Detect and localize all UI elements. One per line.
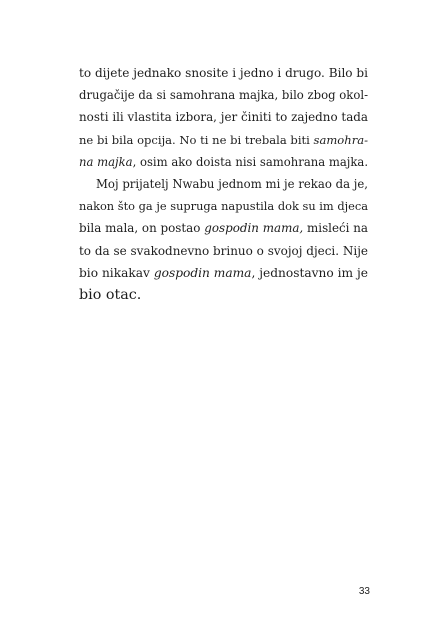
italic-phrase: gospodin mama	[153, 265, 252, 280]
text-line	[79, 106, 368, 128]
italic-phrase: na majka	[79, 154, 133, 169]
text-run: nakon što ga je supruga napustila dok su im djeca	[79, 199, 368, 214]
text-line	[79, 195, 368, 217]
text-run: , jednostavno im je	[251, 265, 368, 280]
text-line	[79, 284, 368, 306]
text-run: bio nikakav	[79, 265, 154, 280]
text-line	[79, 151, 368, 173]
text-run: nosti ili vlastita izbora, jer činiti to zajedno tada	[79, 110, 368, 125]
text-line	[79, 84, 368, 106]
text-run: drugačije da si samohrana majka, bilo zbog okol-	[79, 88, 368, 103]
text-run: ne bi bila opcija. No ti ne bi trebala biti	[79, 132, 314, 147]
text-run: , osim ako doista nisi samohrana majka.	[132, 154, 369, 169]
text-run: misleći na	[303, 221, 369, 236]
body-text	[79, 62, 368, 306]
page-number: 33	[358, 586, 370, 597]
italic-phrase: samohra-	[313, 132, 368, 147]
text-run: to dijete jednako snosite i jedno i drugo. Bilo bi	[79, 66, 368, 80]
italic-phrase: gospodin mama,	[204, 221, 304, 236]
text-line	[79, 217, 368, 239]
text-run: Moj prijatelj Nwabu jednom mi je rekao da je,	[96, 176, 368, 191]
text-run: bila mala, on postao	[79, 221, 205, 236]
text-line	[79, 129, 368, 151]
text-line	[79, 240, 368, 262]
text-run: bio otac.	[79, 286, 142, 303]
text-line	[79, 173, 368, 195]
text-line	[79, 262, 368, 284]
text-line	[79, 62, 368, 84]
text-run: to da se svakodnevno brinuo o svojoj djeci. Nije	[79, 243, 368, 258]
